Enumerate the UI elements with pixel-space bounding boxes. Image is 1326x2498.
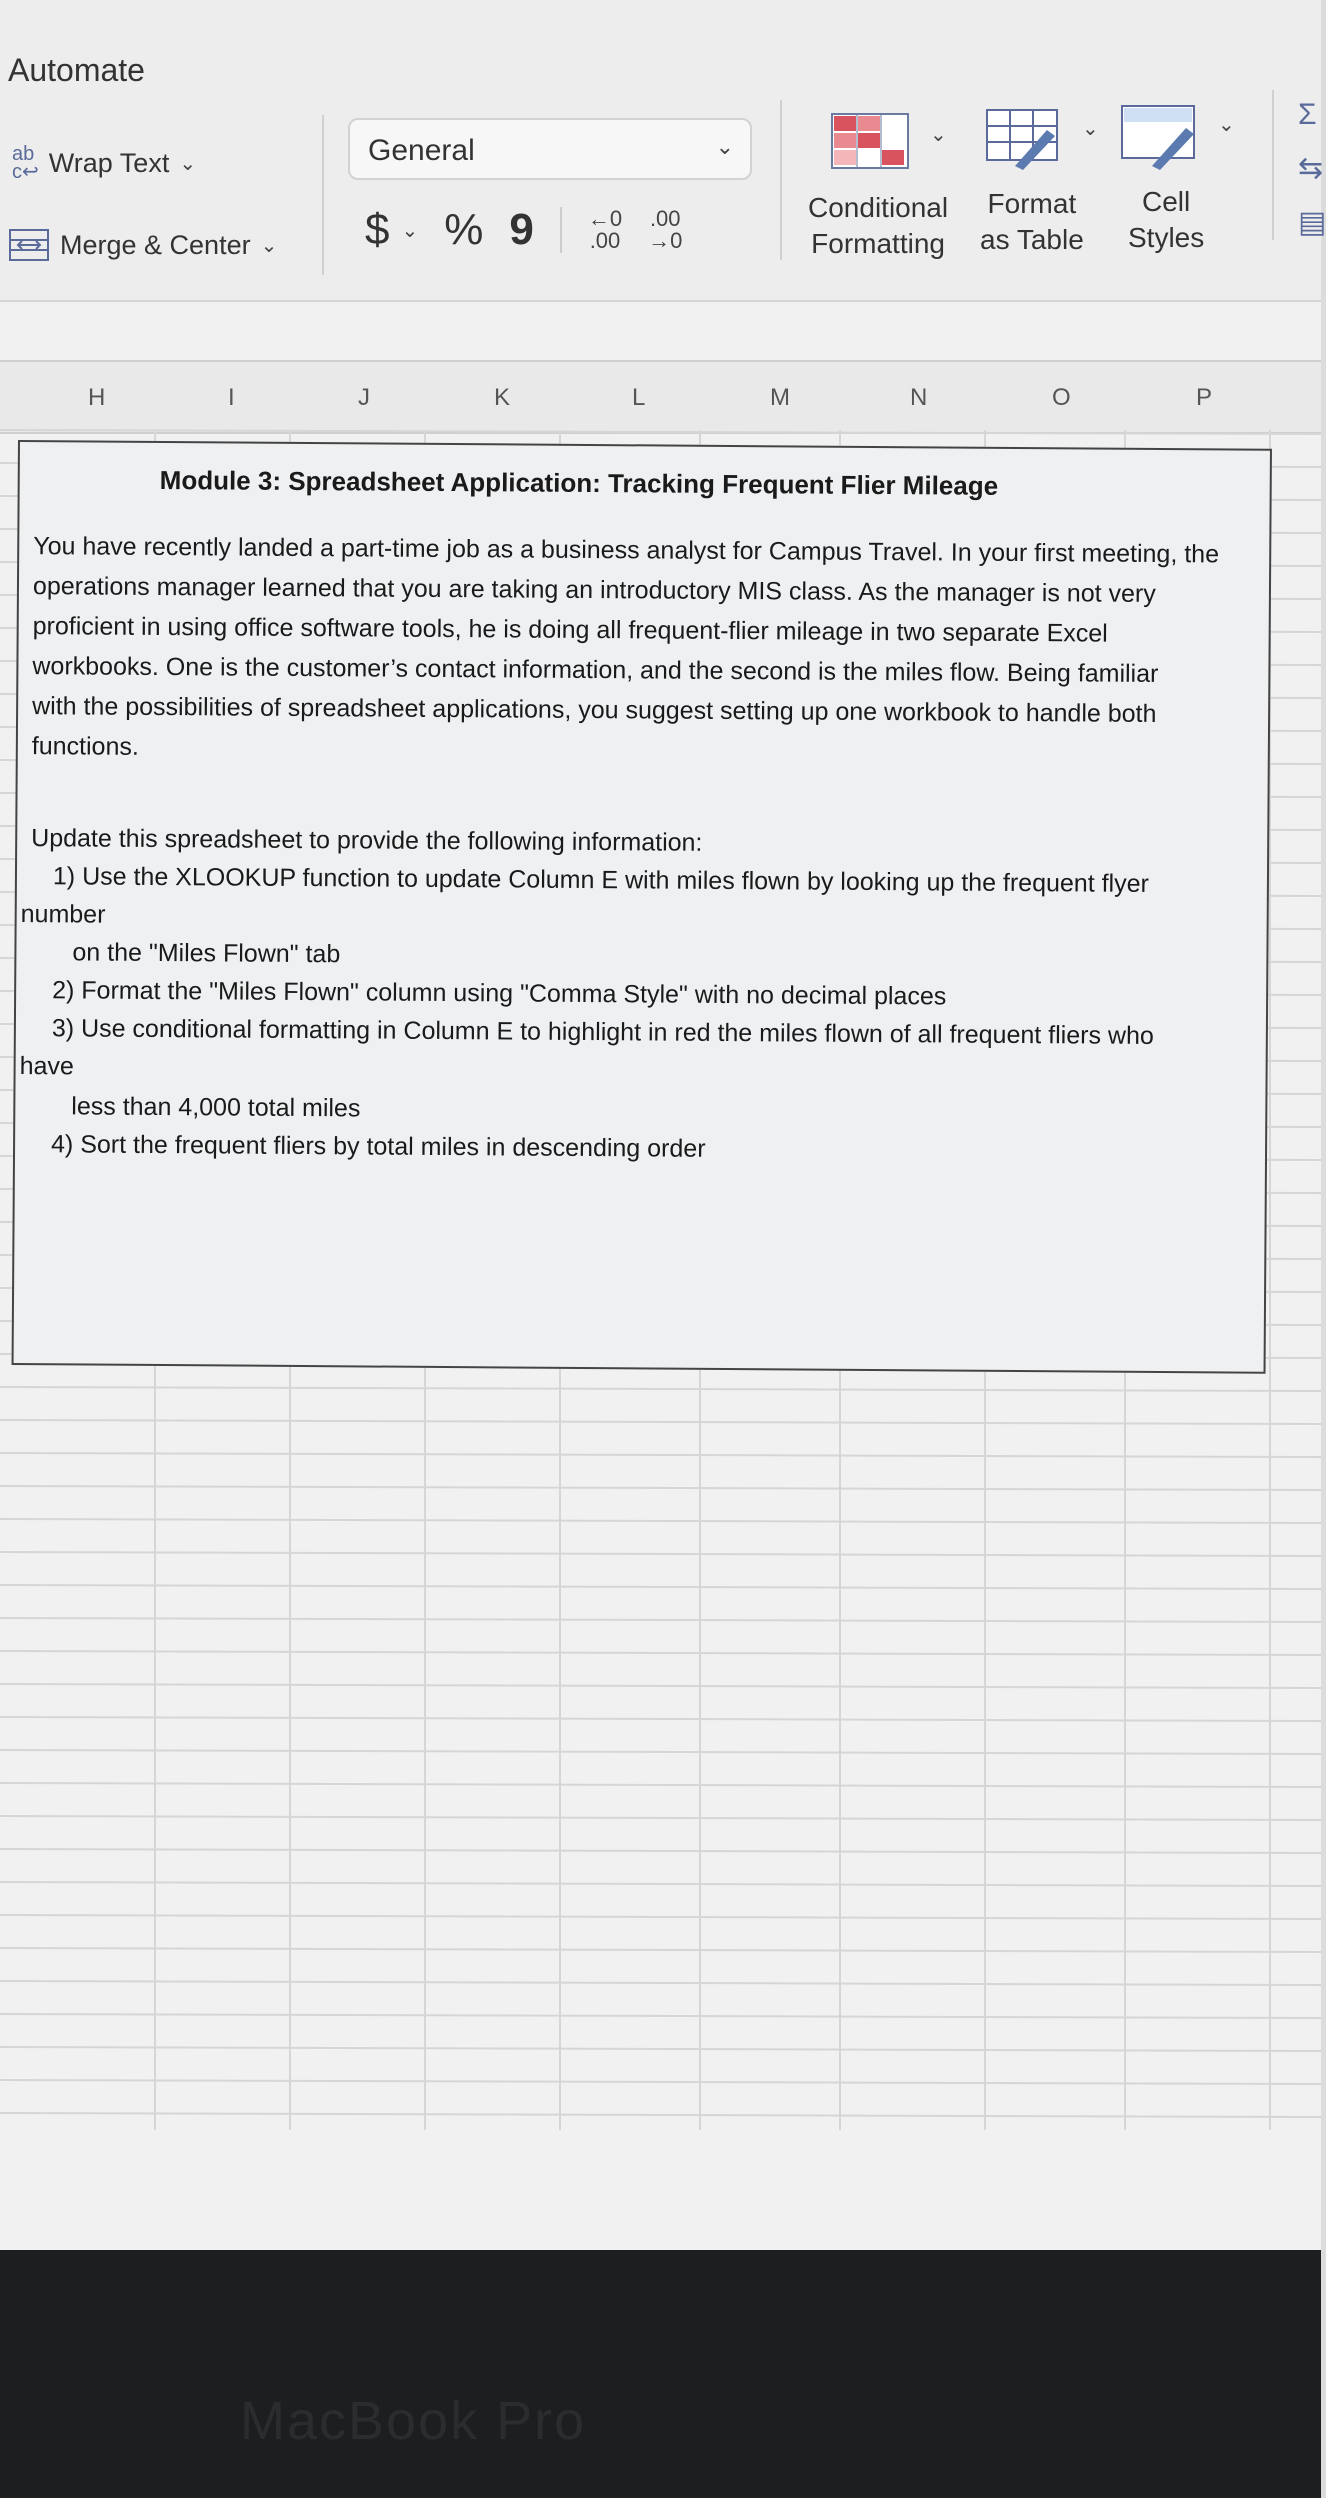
step-1: 1) Use the XLOOKUP function to update Column E with miles flown by looking up the frequent flyer — [52, 862, 1149, 898]
column-header-p[interactable]: P — [1196, 384, 1213, 411]
column-header-n[interactable]: N — [910, 384, 928, 411]
grid-row-line — [0, 1750, 1321, 1754]
increase-decimal-bottom: .00 — [589, 228, 621, 253]
step-1-cont: number — [20, 900, 106, 929]
cell-styles-icon[interactable] — [1120, 104, 1204, 170]
wrap-text-icon: ab c↩ — [12, 143, 39, 183]
number-format-buttons — [365, 205, 682, 255]
merge-center-icon — [8, 228, 50, 262]
chevron-down-icon[interactable]: ⌄ — [1218, 114, 1235, 136]
cell-styles-button[interactable] — [1128, 184, 1204, 256]
step-4: 4) Sort the frequent fliers by total miles in descending order — [50, 1130, 706, 1163]
grid-row-line — [0, 1387, 1321, 1391]
chevron-down-icon[interactable]: ⌄ — [1082, 118, 1099, 140]
format-as-table-icon[interactable] — [985, 108, 1065, 170]
intro-line: proficient in using office software tools, he is doing all frequent-flier mileage in two separate Excel — [32, 612, 1108, 648]
grid-row-line — [0, 2080, 1321, 2084]
column-header-m[interactable]: M — [770, 384, 790, 411]
chevron-down-icon: ⌄ — [179, 152, 197, 175]
grid-row-line — [0, 1585, 1321, 1589]
grid-row-line — [0, 1717, 1321, 1721]
merge-center-label: Merge & Center — [60, 229, 251, 260]
chevron-down-icon: ⌄ — [715, 134, 734, 159]
column-header-h[interactable]: H — [88, 384, 106, 411]
grid-row-line — [0, 1783, 1321, 1787]
grid-row-line — [0, 1420, 1321, 1424]
intro-paragraph — [32, 526, 1219, 774]
instructions-textbox[interactable] — [12, 440, 1272, 1374]
column-header-j[interactable]: J — [358, 384, 370, 411]
grid-row-line — [0, 1981, 1321, 1985]
intro-line: workbooks. One is the customer’s contact information, and the second is the miles flow. Being familiar — [32, 652, 1159, 688]
grid-row-line — [0, 1486, 1321, 1490]
format-as-table-label-2: as Table — [980, 224, 1084, 255]
chevron-down-icon[interactable]: ⌄ — [930, 124, 947, 146]
merge-center-button[interactable] — [8, 228, 277, 262]
grid-row-line — [0, 1816, 1321, 1820]
ribbon-separator — [560, 207, 562, 253]
increase-decimal-button[interactable] — [588, 208, 622, 252]
cell-styles-label-2: Styles — [1128, 222, 1205, 253]
column-headers — [0, 360, 1321, 434]
conditional-formatting-label-2: Formatting — [811, 228, 945, 259]
format-as-table-button[interactable] — [980, 186, 1084, 258]
step-3-cont: less than 4,000 total miles — [71, 1092, 361, 1123]
number-format-value: General — [368, 134, 475, 167]
step-3: 3) Use conditional formatting in Column E to highlight in red the miles flown of all frequent fliers who — [51, 1014, 1154, 1050]
ribbon — [0, 0, 1326, 302]
device-label: MacBook Pro — [240, 2391, 587, 2451]
grid-row-line — [0, 1618, 1321, 1622]
column-header-l[interactable]: L — [632, 384, 646, 411]
grid-row-line — [0, 2113, 1321, 2117]
format-as-table-label-1: Format — [987, 188, 1077, 219]
grid-row-line — [0, 1915, 1321, 1919]
column-header-k[interactable]: K — [494, 384, 511, 411]
intro-line: functions. — [31, 732, 139, 761]
grid-row-line — [0, 1684, 1321, 1688]
ribbon-separator — [322, 115, 324, 275]
comma-style-button[interactable]: 9 — [509, 205, 534, 254]
chevron-down-icon[interactable]: ⌄ — [401, 219, 419, 242]
wrap-text-label: Wrap Text — [48, 147, 170, 178]
intro-line: operations manager learned that you are taking an introductory MIS class. As the manager is not very — [32, 572, 1156, 608]
step-1-cont: on the "Miles Flown" tab — [72, 938, 341, 969]
wrap-text-button[interactable] — [12, 145, 196, 181]
decrease-decimal-top: .00 — [649, 206, 681, 231]
grid-row-line — [0, 1651, 1321, 1655]
grid-row-line — [0, 1519, 1321, 1523]
grid-row-line — [0, 1948, 1321, 1952]
grid-row-line — [0, 2014, 1321, 2018]
grid-row-line — [0, 1552, 1321, 1556]
decrease-decimal-button[interactable] — [648, 208, 682, 252]
ribbon-separator — [780, 100, 782, 260]
column-header-i[interactable]: I — [228, 384, 235, 411]
intro-line: with the possibilities of spreadsheet applications, you suggest setting up one workbook to handle both — [32, 692, 1157, 728]
conditional-formatting-icon[interactable] — [830, 112, 910, 170]
step-2: 2) Format the "Miles Flown" column using "Comma Style" with no decimal places — [52, 976, 947, 1011]
grid-row-line — [0, 2047, 1321, 2051]
textbox-title: Module 3: Spreadsheet Application: Tracking Frequent Flier Mileage — [159, 464, 999, 501]
laptop-bezel — [0, 2250, 1321, 2498]
step-3-cont: have — [19, 1052, 74, 1081]
update-heading: Update this spreadsheet to provide the following information: — [31, 824, 703, 857]
cell-styles-label-1: Cell — [1142, 186, 1191, 217]
grid-row-line — [0, 1453, 1321, 1457]
number-format-select[interactable] — [348, 118, 752, 180]
insert-cells-icon[interactable]: Σ ⇆ ▤ — [1298, 98, 1326, 239]
ribbon-separator — [1272, 90, 1274, 240]
column-header-o[interactable]: O — [1052, 384, 1071, 411]
intro-line: You have recently landed a part-time job as a business analyst for Campus Travel. In your first meeting, the — [33, 532, 1220, 569]
percent-button[interactable]: % — [444, 205, 484, 254]
tab-automate[interactable]: Automate — [8, 52, 145, 88]
grid-row-line — [0, 1849, 1321, 1853]
increase-decimal-top: ←0 — [587, 206, 623, 231]
decrease-decimal-bottom: →0 — [648, 228, 683, 253]
conditional-formatting-button[interactable] — [808, 190, 948, 262]
grid-row-line — [0, 430, 1321, 434]
currency-button[interactable]: $ — [365, 205, 390, 254]
grid-row-line — [0, 1882, 1321, 1886]
chevron-down-icon: ⌄ — [260, 234, 278, 257]
conditional-formatting-label-1: Conditional — [808, 192, 949, 223]
